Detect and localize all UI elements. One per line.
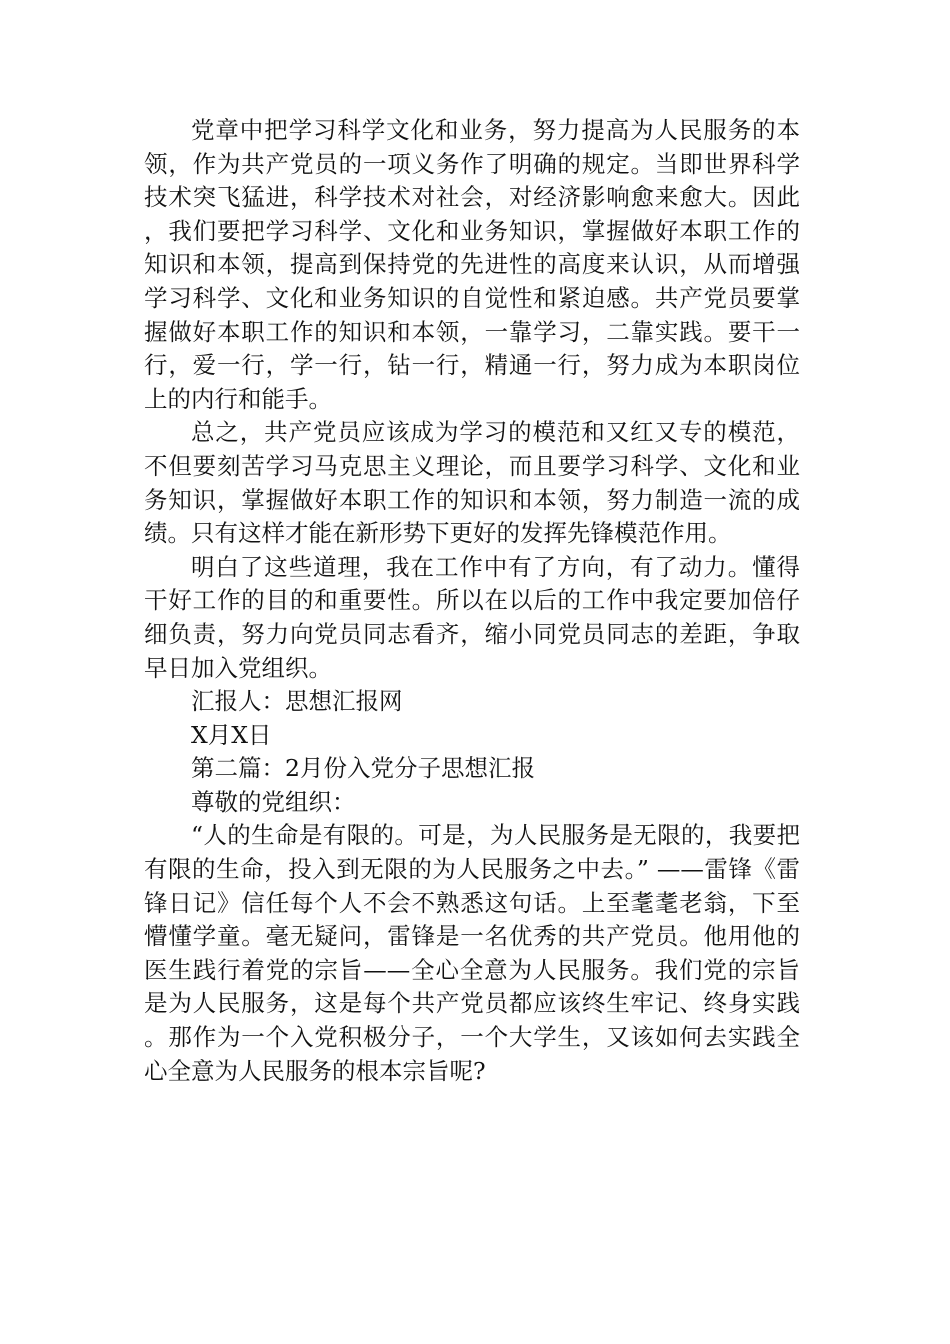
paragraph-lei-feng-quote: “人的生命是有限的。可是，为人民服务是无限的，我要把有限的生命，投入到无限的为人民服务之中去。” ——雷锋《雷锋日记》信任每个人不会不熟悉这句话。上至耄耄老翁，下至懵懂学童。毫无疑问，雷锋是一名优秀的共产党员。他用他的医生践行着党的宗旨——全心全意为人民服务。我们党的宗旨是为人民服务，这是每个共产党员都应该终生牢记、终身实践。那作为一个入党积极分子，一个大学生，又该如何去实践全心全意为人民服务的根本宗旨呢?: [144, 821, 800, 1085]
paragraph-summary: 总之，共产党员应该成为学习的模范和又红又专的模范，不但要刻苦学习马克思主义理论，而且要学习科学、文化和业务知识，掌握做好本职工作的知识和本领，努力制造一流的成绩。只有这样才能在新形势下更好的发挥先锋模范作用。: [144, 418, 800, 548]
paragraph-study-science: 党章中把学习科学文化和业务，努力提高为人民服务的本领，作为共产党员的一项义务作了明确的规定。当即世界科学技术突飞猛进，科学技术对社会，对经济影响愈来愈大。因此，我们要把学习科学、文化和业务知识，掌握做好本职工作的知识和本领，提高到保持党的先进性的高度来认识，从而增强学习科学、文化和业务知识的自觉性和紧迫感。共产党员要掌握做好本职工作的知识和本领，一靠学习，二靠实践。要干一行，爱一行，学一行，钻一行，精通一行，努力成为本职岗位上的内行和能手。: [144, 116, 800, 413]
date-line: X月X日: [191, 720, 272, 749]
document-body: [144, 114, 800, 1088]
second-article-title: 第二篇：2月份入党分子思想汇报: [191, 754, 535, 783]
paragraph-conclusion: 明白了这些道理，我在工作中有了方向，有了动力。懂得干好工作的目的和重要性。所以在以后的工作中我定要加倍仔细负责，努力向党员同志看齐，缩小同党员同志的差距，争取早日加入党组织。: [144, 552, 800, 682]
reporter-line: 汇报人：思想汇报网: [191, 687, 403, 716]
salutation: 尊敬的党组织：: [191, 787, 356, 816]
